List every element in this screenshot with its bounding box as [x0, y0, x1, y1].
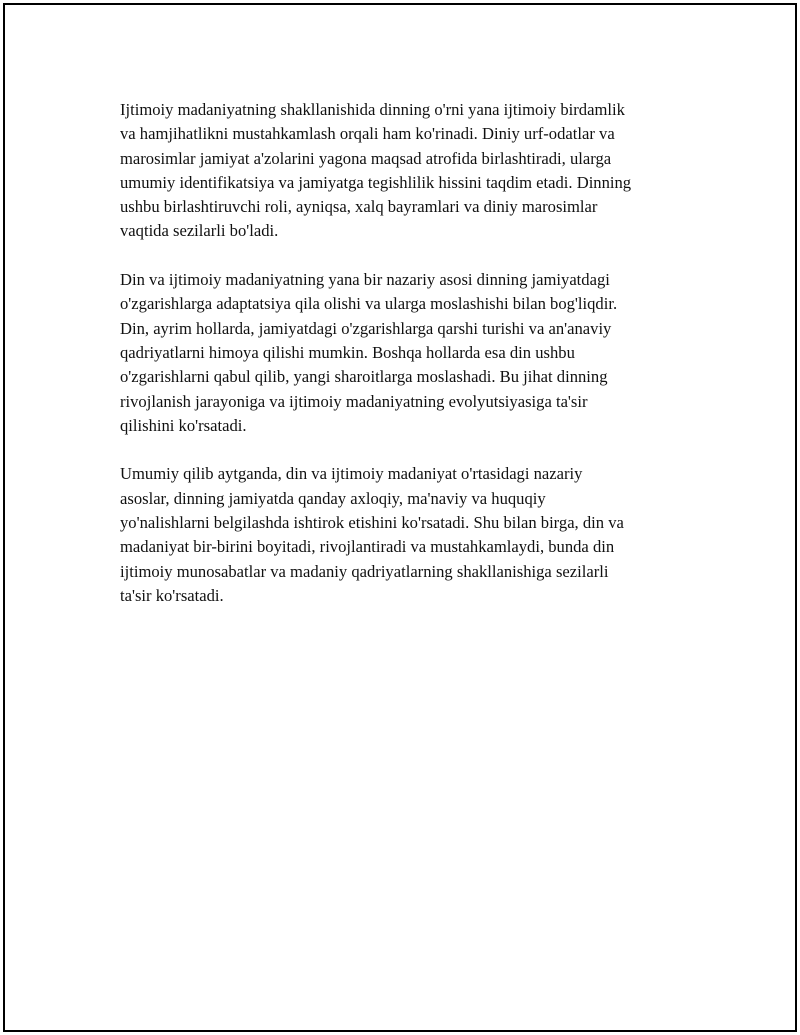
page-frame — [3, 3, 797, 1032]
paragraph-line: o'zgarishlarni qabul qilib, yangi sharoitlarga moslashadi. Bu jihat dinning — [120, 367, 608, 387]
paragraph-line: asoslar, dinning jamiyatda qanday axloqiy, ma'naviy va huquqiy — [120, 488, 546, 508]
paragraph-line: yo'nalishlarni belgilashda ishtirok etishini ko'rsatadi. Shu bilan birga, din va — [120, 513, 624, 533]
paragraph-line: Ijtimoiy madaniyatning shakllanishida dinning o'rni yana ijtimoiy birdamlik — [120, 100, 625, 119]
document-body — [120, 98, 700, 633]
paragraph-2 — [120, 268, 700, 438]
paragraph-line: Din, ayrim hollarda, jamiyatdagi o'zgarishlarga qarshi turishi va an'anaviy — [120, 318, 612, 338]
paragraph-1 — [120, 98, 700, 244]
paragraph-line: madaniyat bir-birini boyitadi, rivojlantiradi va mustahkamlaydi, bunda din — [120, 537, 615, 557]
paragraph-line: qadriyatlarni himoya qilishi mumkin. Boshqa hollarda esa din ushbu — [120, 342, 575, 362]
paragraph-line: marosimlar jamiyat a'zolarini yagona maqsad atrofida birlashtiradi, ularga — [120, 148, 612, 168]
paragraph-line: rivojlanish jarayoniga va ijtimoiy madaniyatning evolyutsiyasiga ta'sir — [120, 391, 588, 411]
paragraph-line: ijtimoiy munosabatlar va madaniy qadriyatlarning shakllanishiga sezilarli — [120, 561, 609, 581]
paragraph-line: ushbu birlashtiruvchi roli, ayniqsa, xalq bayramlari va diniy marosimlar — [120, 197, 598, 217]
paragraph-line: vaqtida sezilarli bo'ladi. — [120, 221, 279, 241]
paragraph-line: qilishini ko'rsatadi. — [120, 415, 247, 435]
paragraph-line: ta'sir ko'rsatadi. — [120, 585, 224, 605]
paragraph-line: Din va ijtimoiy madaniyatning yana bir nazariy asosi dinning jamiyatdagi — [120, 270, 610, 290]
paragraph-line: o'zgarishlarga adaptatsiya qila olishi va ularga moslashishi bilan bog'liqdir. — [120, 294, 618, 314]
paragraph-line: umumiy identifikatsiya va jamiyatga tegishlilik hissini taqdim etadi. Dinning — [120, 172, 632, 192]
paragraph-line: va hamjihatlikni mustahkamlash orqali ham ko'rinadi. Diniy urf-odatlar va — [120, 124, 615, 144]
paragraph-line: Umumiy qilib aytganda, din va ijtimoiy madaniyat o'rtasidagi nazariy — [120, 464, 583, 484]
paragraph-3 — [120, 462, 700, 608]
